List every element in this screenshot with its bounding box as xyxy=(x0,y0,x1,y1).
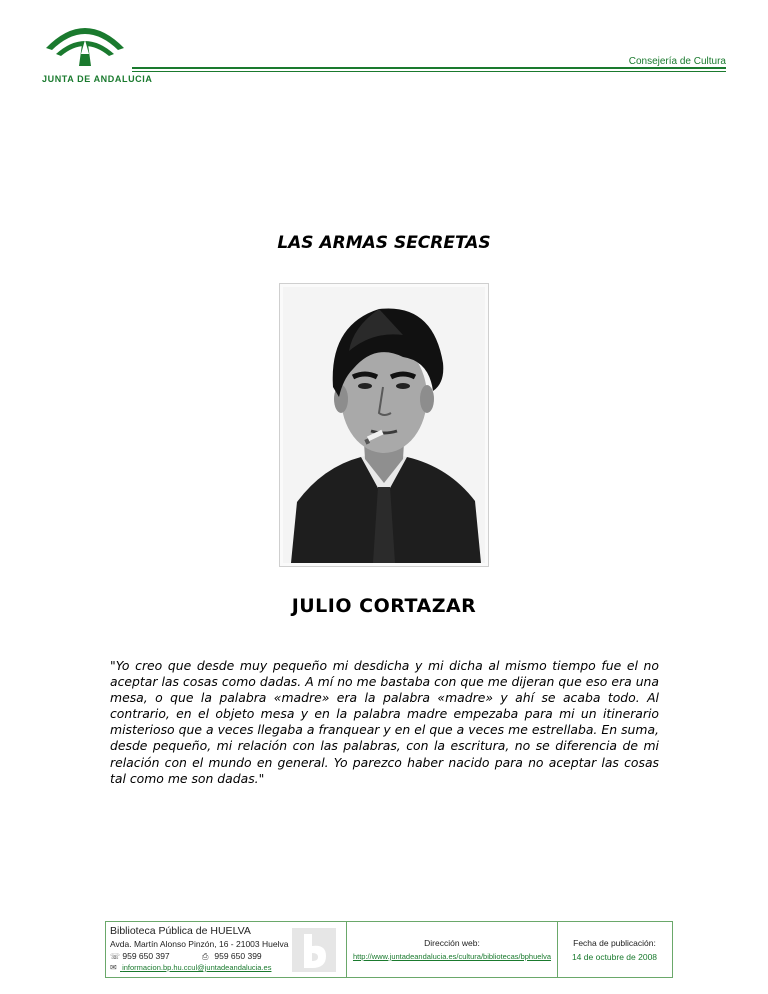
publication-date: 14 de octubre de 2008 xyxy=(571,952,658,962)
footer-contact xyxy=(106,922,289,977)
author-portrait xyxy=(279,283,489,567)
library-b-logo-icon xyxy=(292,928,336,972)
footer-web xyxy=(346,922,558,977)
phone-number: 959 650 397 xyxy=(122,951,170,961)
footer-library-mark xyxy=(286,922,346,977)
header-rule xyxy=(132,67,726,73)
logo-emblem-icon xyxy=(40,14,130,72)
junta-andalucia-logo xyxy=(40,14,153,84)
document-title: LAS ARMAS SECRETAS xyxy=(277,233,491,253)
email-link[interactable]: informacion.bp.hu.ccul@juntadeandalucia.es xyxy=(122,963,272,972)
library-address: Avda. Martín Alonso Pinzón, 16 - 21003 Huelva xyxy=(110,939,289,949)
mail-icon: ✉ xyxy=(110,963,117,972)
web-link[interactable]: http://www.juntadeandalucia.es/cultura/bibliotecas/bphuelva xyxy=(352,952,552,961)
footer-date xyxy=(557,922,672,977)
phone-icon: ☏ xyxy=(110,952,121,961)
department-label: Consejería de Cultura xyxy=(628,56,726,67)
footer-box xyxy=(105,921,673,978)
fax-line xyxy=(202,951,262,962)
fax-number: 959 650 399 xyxy=(214,951,262,961)
web-label: Dirección web: xyxy=(424,938,480,948)
fax-icon: ⎙ xyxy=(202,952,209,961)
author-name: JULIO CORTAZAR xyxy=(291,595,477,617)
logo-text: JUNTA DE ANDALUCIA xyxy=(42,74,153,84)
portrait-photo-icon xyxy=(283,287,485,563)
library-name: Biblioteca Pública de HUELVA xyxy=(110,925,251,937)
phone-line xyxy=(110,951,170,961)
publication-date-label: Fecha de publicación: xyxy=(573,938,656,948)
email-line[interactable] xyxy=(110,963,271,972)
author-quote: "Yo creo que desde muy pequeño mi desdicha y mi dicha al mismo tiempo fue el no aceptar las cosas como dadas. A mí no me bastaba con que me dijeran que eso era una mesa, o que la palabra «madre» era la palabra «madre» y ahí se acaba todo. Al contrario, en el objeto mesa y en la palabra madre empezaba para mi un itinerario misterioso que a veces llegaba a franquear y en el que a veces me estrellaba. En suma, desde pequeño, mi relación con las palabras, con la escritura, no se diferencia de mi relación con el mundo en general. Yo parezco haber nacido para no aceptar las cosas tal como me son dadas." xyxy=(110,658,659,786)
